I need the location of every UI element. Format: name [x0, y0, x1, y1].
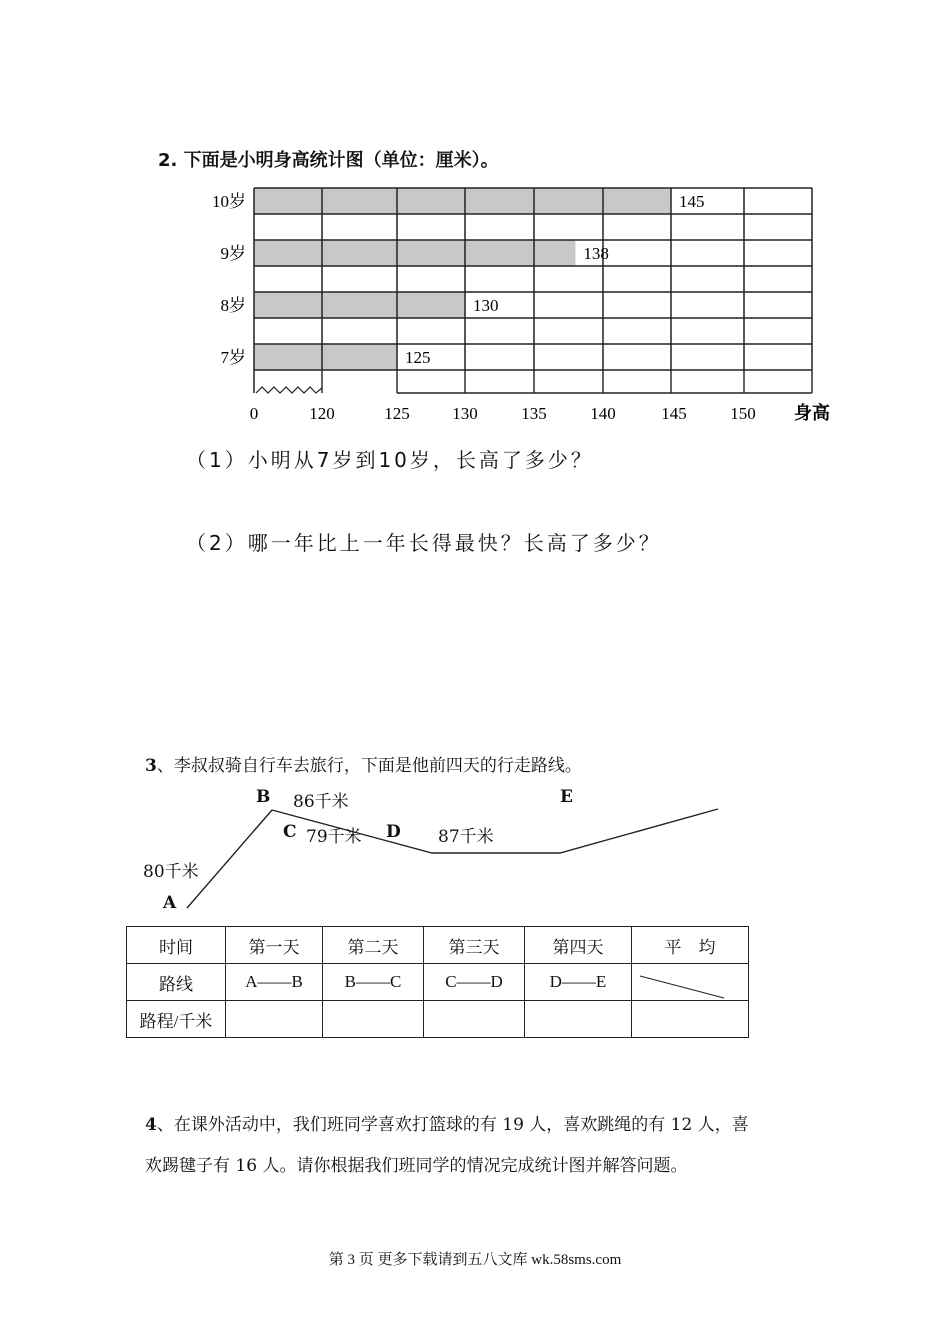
segment-cd-label: 79千米: [306, 827, 362, 847]
header-cell-average: 平 均: [632, 927, 749, 964]
route-cell-day1: A——B: [226, 964, 323, 1001]
distance-cell-day2[interactable]: [323, 1001, 424, 1038]
route-row-label: 路线: [127, 964, 226, 1001]
value-label-3: 125: [405, 348, 431, 367]
q2-subquestion-1: （1）小明从7岁到10岁，长高了多少？: [186, 448, 594, 472]
q4-line-2: 欢踢毽子有 16 人。请你根据我们班同学的情况完成统计图并解答问题。: [145, 1156, 688, 1176]
segment-de-label: 87千米: [438, 827, 494, 847]
table-row-header: [127, 927, 749, 964]
segment-ab-label: 80千米: [143, 862, 199, 882]
value-label-0: 145: [679, 192, 705, 211]
q2-title: 2. 下面是小明身高统计图（单位：厘米）。: [158, 150, 499, 171]
header-cell-day2: 第二天: [323, 927, 424, 964]
q3-number: 3: [145, 756, 157, 776]
header-cell-day1: 第一天: [226, 927, 323, 964]
point-b-label: B: [256, 787, 271, 807]
route-cell-average-slashed: [632, 964, 749, 1001]
point-d-label: D: [386, 822, 401, 842]
diagonal-slash: [632, 964, 748, 1000]
header-cell-time: 时间: [127, 927, 226, 964]
category-label-0: 10岁: [212, 192, 246, 211]
table-row-route: [127, 964, 749, 1001]
distance-cell-day3[interactable]: [424, 1001, 525, 1038]
distance-row-label: 路程/千米: [127, 1001, 226, 1038]
q4-line-1-text: 、在课外活动中，我们班同学喜欢打篮球的有 19 人，喜欢跳绳的有 12 人，喜: [156, 1115, 749, 1135]
distance-cell-average[interactable]: [632, 1001, 749, 1038]
x-tick-label-2: 125: [384, 404, 410, 423]
route-cell-day4: D——E: [525, 964, 632, 1001]
header-cell-day4: 第四天: [525, 927, 632, 964]
route-table: [126, 926, 749, 1038]
table-row-distance: [127, 1001, 749, 1038]
route-cell-day2: B——C: [323, 964, 424, 1001]
x-tick-label-3: 130: [452, 404, 478, 423]
x-tick-label-5: 140: [590, 404, 616, 423]
segment-bc-label: 86千米: [293, 792, 349, 812]
q4-line-1: [145, 1110, 749, 1135]
route-cell-day3: C——D: [424, 964, 525, 1001]
category-label-1: 9岁: [220, 244, 246, 263]
x-tick-label-7: 150: [730, 404, 756, 423]
header-cell-day3: 第三天: [424, 927, 525, 964]
page-footer: 第 3 页 更多下载请到五八文库 wk.58sms.com: [328, 1252, 622, 1268]
distance-cell-day1[interactable]: [226, 1001, 323, 1038]
value-label-2: 130: [473, 296, 499, 315]
category-label-2: 8岁: [220, 296, 246, 315]
q2-subquestion-2: （2）哪一年比上一年长得最快？长高了多少？: [186, 531, 662, 555]
category-label-3: 7岁: [220, 348, 246, 367]
point-c-label: C: [283, 822, 297, 842]
x-tick-label-6: 145: [661, 404, 687, 423]
x-tick-label-1: 120: [309, 404, 335, 423]
q3-title-text: 、李叔叔骑自行车去旅行，下面是他前四天的行走路线。: [156, 756, 582, 776]
point-a-label: A: [163, 893, 177, 913]
x-tick-label-4: 135: [521, 404, 547, 423]
distance-cell-day4[interactable]: [525, 1001, 632, 1038]
x-tick-label-0: 0: [249, 404, 259, 423]
value-label-1: 138: [583, 244, 609, 263]
point-e-label: E: [560, 787, 573, 807]
q4-number: 4: [145, 1115, 157, 1135]
x-axis-title: 身高: [794, 403, 830, 424]
